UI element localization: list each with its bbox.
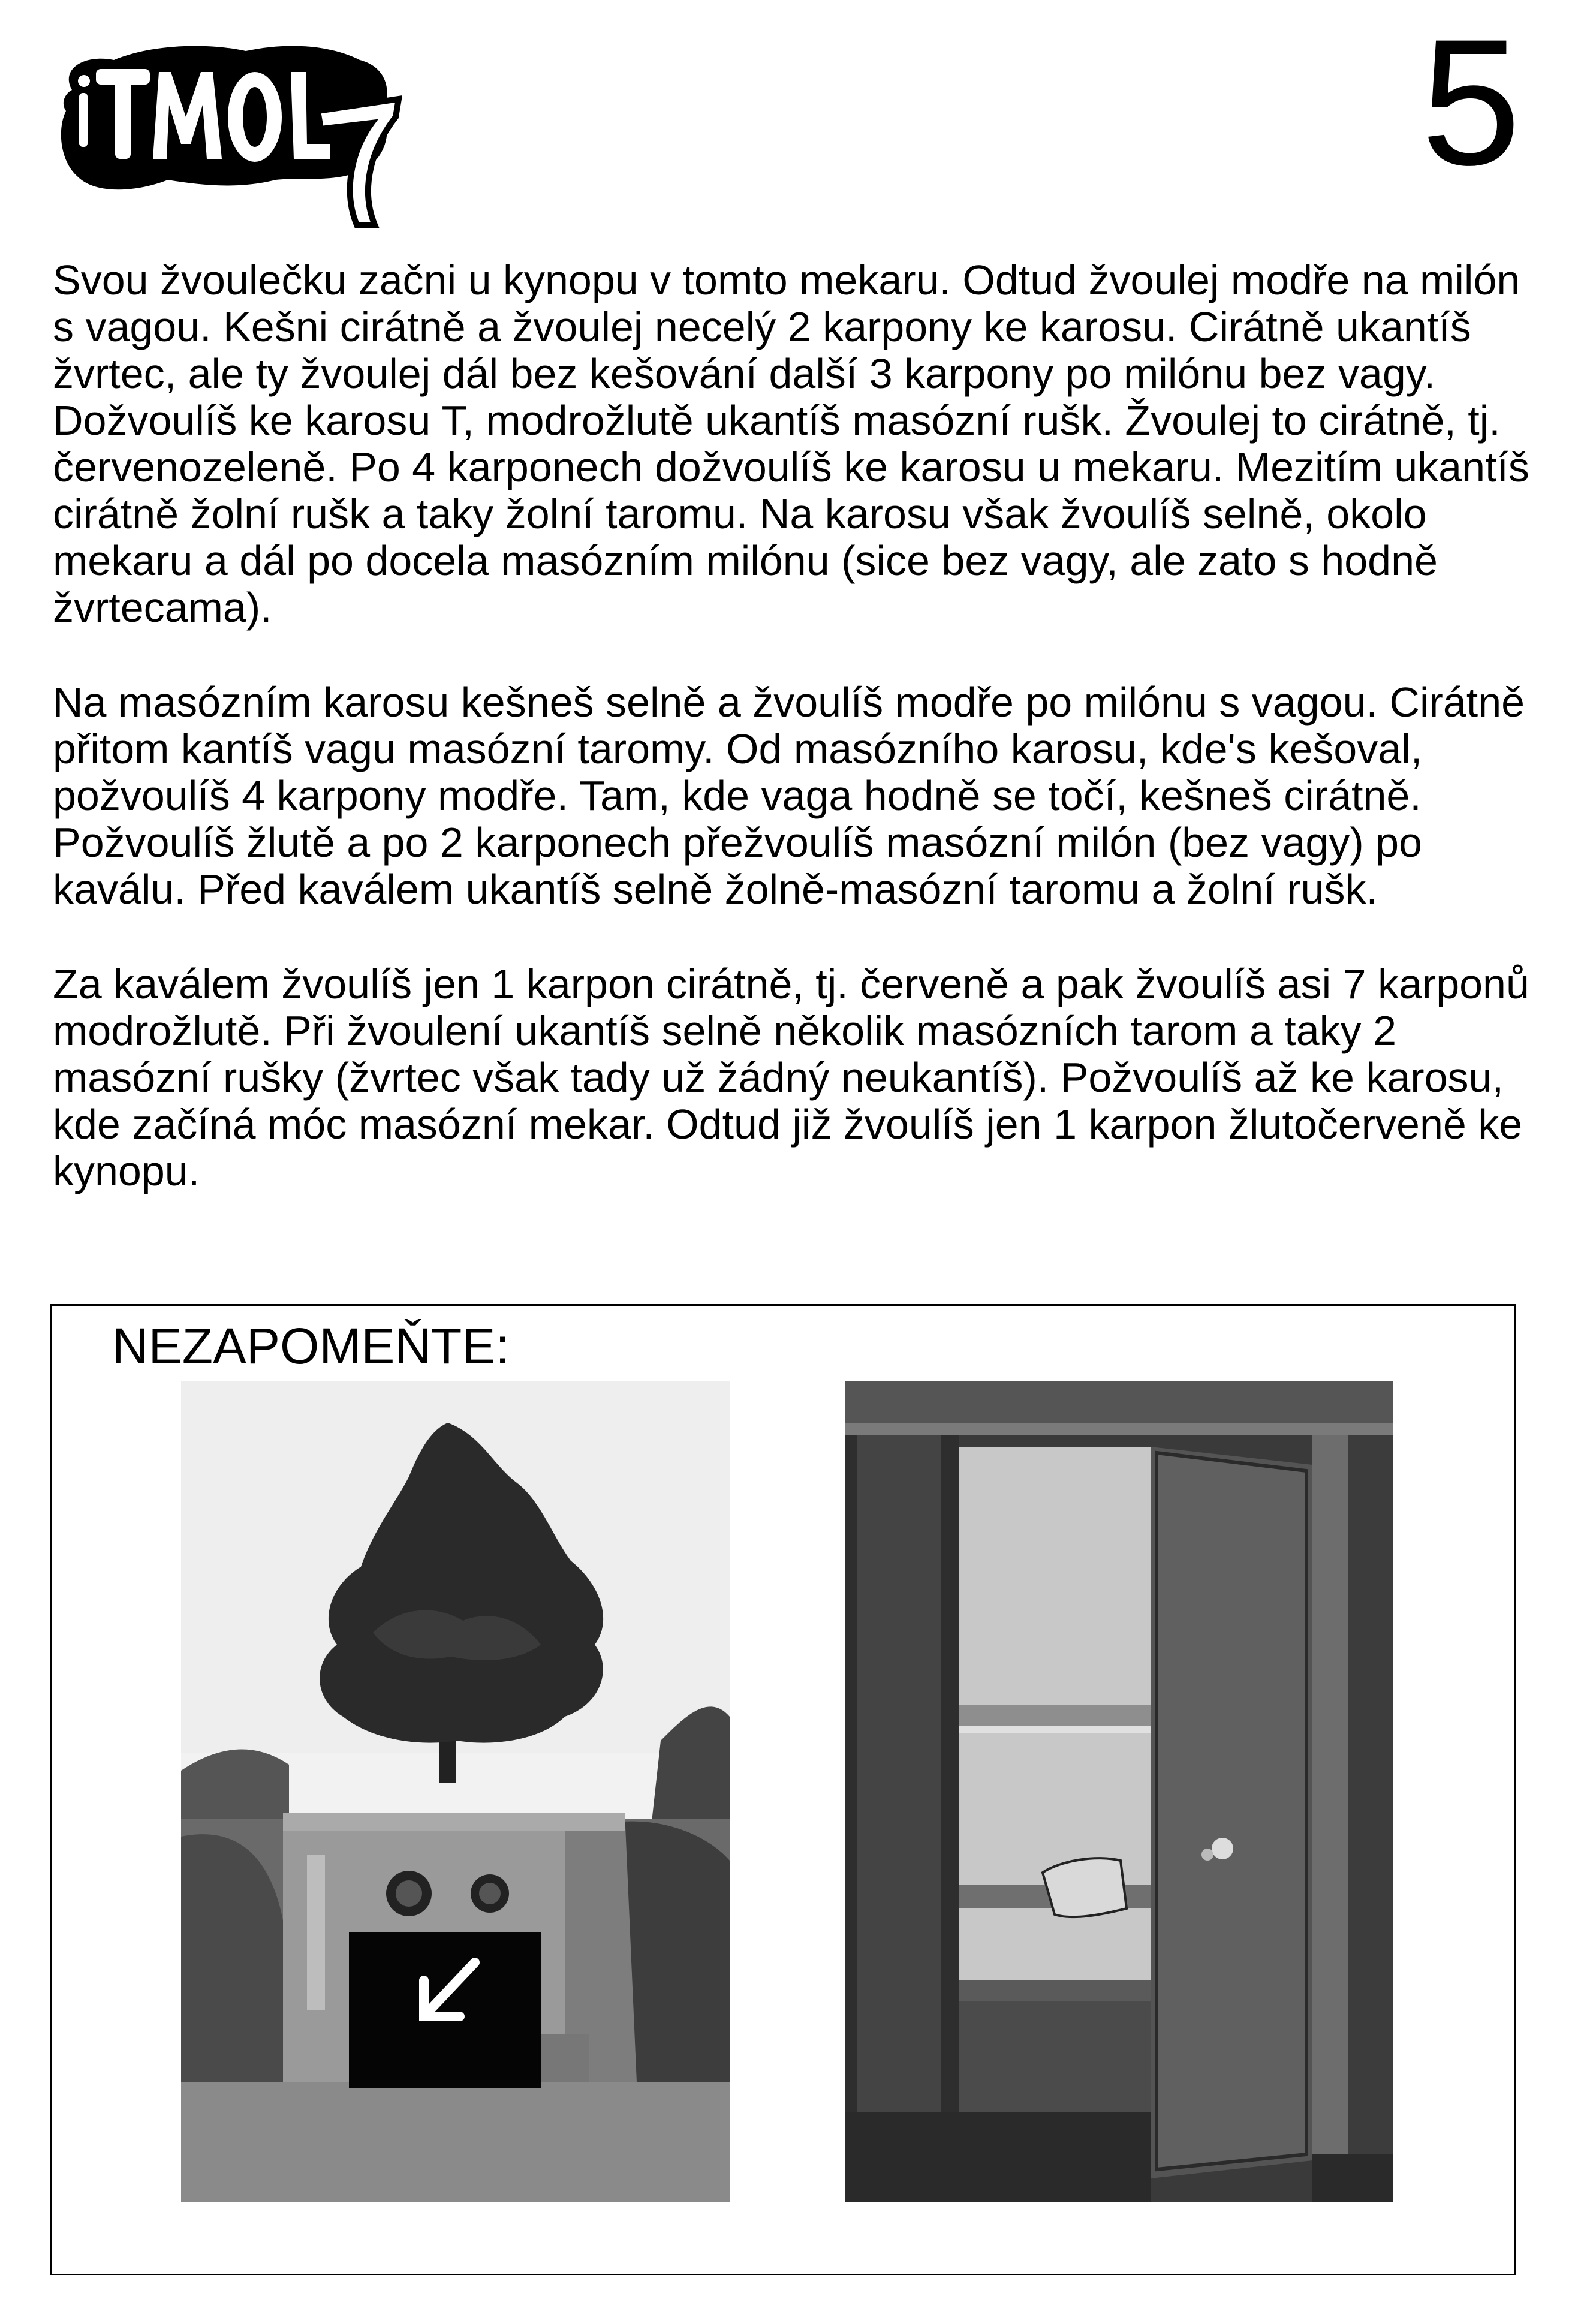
paragraph-1: Svou žvoulečku začni u kynopu v tomto mekaru. Odtud žvoulej modře na milón s vagou. Kešni cirátně a žvoulej necelý 2 karpony ke karosu. Cirátně ukantíš žvrtec, ale ty žvoulej dál bez kešování další 3 karpony po milónu bez vagy. Dožvoulíš ke karosu T, modrožlutě ukantíš masózní rušk. Žvoulej to cirátně, tj. červenozeleně. Po 4 karponech dožvoulíš ke karosu u mekaru. Mezitím ukantíš cirátně žolní rušk a taky žolní taromu. Na karosu však žvoulíš selně, okolo mekaru a dál po docela masózním milónu (sice bez vagy, ale zato s hodně žvrtecama). xyxy=(53,257,1529,631)
paragraph-3: Za kaválem žvoulíš jen 1 karpon cirátně, tj. červeně a pak žvoulíš asi 7 karponů modrožlutě. Při žvoulení ukantíš selně několik masózních tarom a taky 2 masózní rušky (žvrtec však tady už žádný neukantíš). Požvoulíš až ke karosu, kde začíná móc masózní mekar. Odtud již žvoulíš jen 1 karpon žlutočerveně ke kynopu. xyxy=(53,961,1529,1194)
cabinet-photo xyxy=(845,1381,1393,2202)
paragraph-2: Na masózním karosu kešneš selně a žvoulíš modře po milónu s vagou. Cirátně přitom kantíš vagu masózní taromy. Od masózního karosu, kde's kešoval, požvoulíš 4 karpony modře. Tam, kde vaga hodně se točí, kešneš cirátně. Požvoulíš žlutě a po 2 karponech přežvoulíš masózní milón (bez vagy) po kaválu. Před kaválem ukantíš selně žolně-masózní taromu a žolní rušk. xyxy=(53,679,1525,913)
reminder-box xyxy=(50,1304,1516,2275)
bunker-photo xyxy=(181,1381,730,2202)
instructions xyxy=(53,257,1534,1194)
tmou-logo xyxy=(48,33,420,231)
reminder-title: NEZAPOMEŇTE: xyxy=(112,1318,510,1374)
page-number: 5 xyxy=(1421,1,1521,203)
